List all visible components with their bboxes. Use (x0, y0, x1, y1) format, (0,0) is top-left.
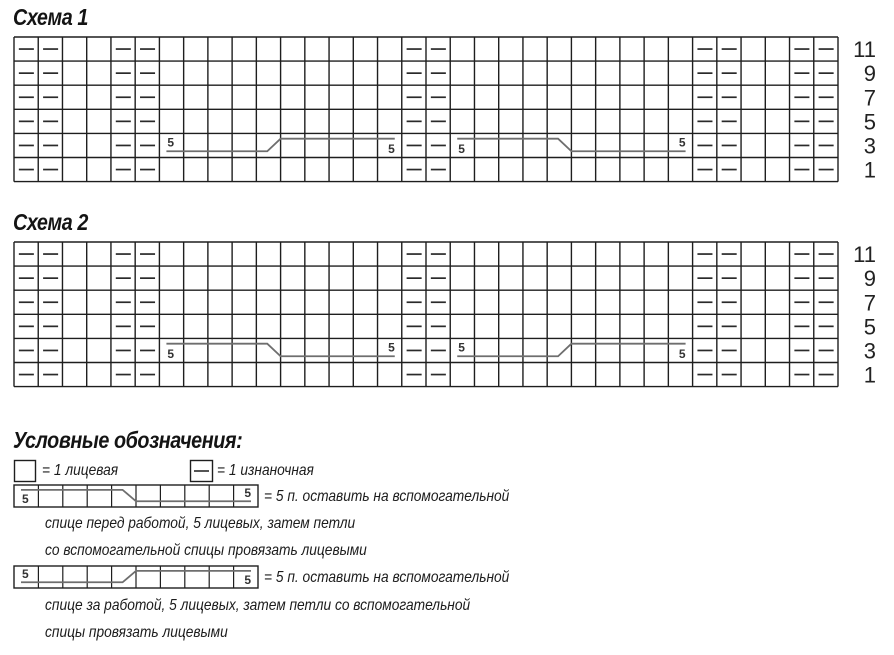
row-number-label: 3 (863, 133, 876, 159)
cable-count-label: 5 (458, 340, 465, 355)
cable-count-label: 5 (678, 347, 686, 362)
legend-cable-back-line-2: спице за работой, 5 лицевых, затем петли со вспомогательной (45, 597, 471, 614)
cable-count-label: 5 (678, 135, 686, 150)
row-number-label: 7 (863, 85, 876, 111)
cable-count-label: 5 (458, 142, 465, 157)
purl-symbol-icon (191, 461, 213, 482)
legend-cable-front-line-2: спице перед работой, 5 лицевых, затем петли (45, 515, 356, 532)
cable-count-label: 5 (167, 135, 175, 150)
legend-title: Условные обозначения: (13, 427, 243, 453)
cable-count-label: 5 (388, 340, 395, 355)
row-number-label: 1 (863, 362, 876, 388)
cable-back-symbol-icon (14, 566, 258, 588)
legend-cable-front-line-1: = 5 п. оставить на вспомогательной (264, 488, 510, 505)
legend-cable-back-line-3: спицы провязать лицевыми (45, 624, 228, 641)
row-number-label: 7 (863, 290, 876, 316)
row-number-label: 3 (863, 338, 876, 364)
cable-count-label: 5 (167, 347, 175, 362)
cable-count-label: 5 (244, 486, 251, 501)
cable-count-label: 5 (388, 142, 395, 157)
knit-symbol-icon (15, 461, 36, 482)
row-number-label: 9 (863, 61, 876, 87)
row-number-label: 9 (863, 266, 876, 292)
cable-count-label: 5 (22, 567, 29, 582)
row-number-label: 1 (863, 157, 876, 183)
legend-knit-label: = 1 лицевая (42, 462, 119, 479)
cable-front-symbol-icon (14, 485, 258, 507)
legend-cable-front-line-3: со вспомогательной спицы провязать лицевыми (45, 542, 367, 559)
scheme-2-title: Схема 2 (13, 209, 88, 235)
row-number-label: 5 (863, 314, 876, 340)
cable-count-label: 5 (244, 573, 251, 588)
scheme-1-title: Схема 1 (13, 4, 88, 30)
row-number-label: 5 (863, 109, 876, 135)
legend-cable-back-line-1: = 5 п. оставить на вспомогательной (264, 569, 510, 586)
legend-purl-label: = 1 изнаночная (217, 462, 314, 479)
row-number-label: 11 (853, 242, 876, 268)
row-number-label: 11 (853, 37, 876, 63)
cable-count-label: 5 (22, 492, 29, 507)
